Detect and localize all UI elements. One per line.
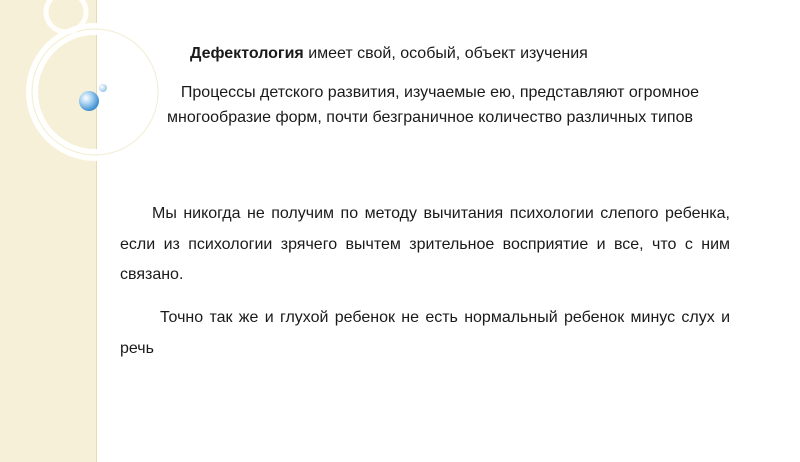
title-rest: имеет свой, особый, объект изучения <box>303 45 588 62</box>
slide-title <box>190 44 750 64</box>
title-bold: Дефектология <box>190 45 304 62</box>
paragraph-1: Процессы детского развития, изучаемые ею, представляют огромное многообразие форм, почти безграничное количество различных типов <box>167 84 700 126</box>
paragraph-3: Точно так же и глухой ребенок не есть нормальный ребенок минус слух и речь <box>120 309 730 357</box>
bubble-icon <box>79 91 99 111</box>
paragraph-2: Мы никогда не получим по методу вычитания психологии слепого ребенка, если из психологии зрячего вычтем зрительное восприятие и все, что с ним связано. <box>120 205 730 283</box>
